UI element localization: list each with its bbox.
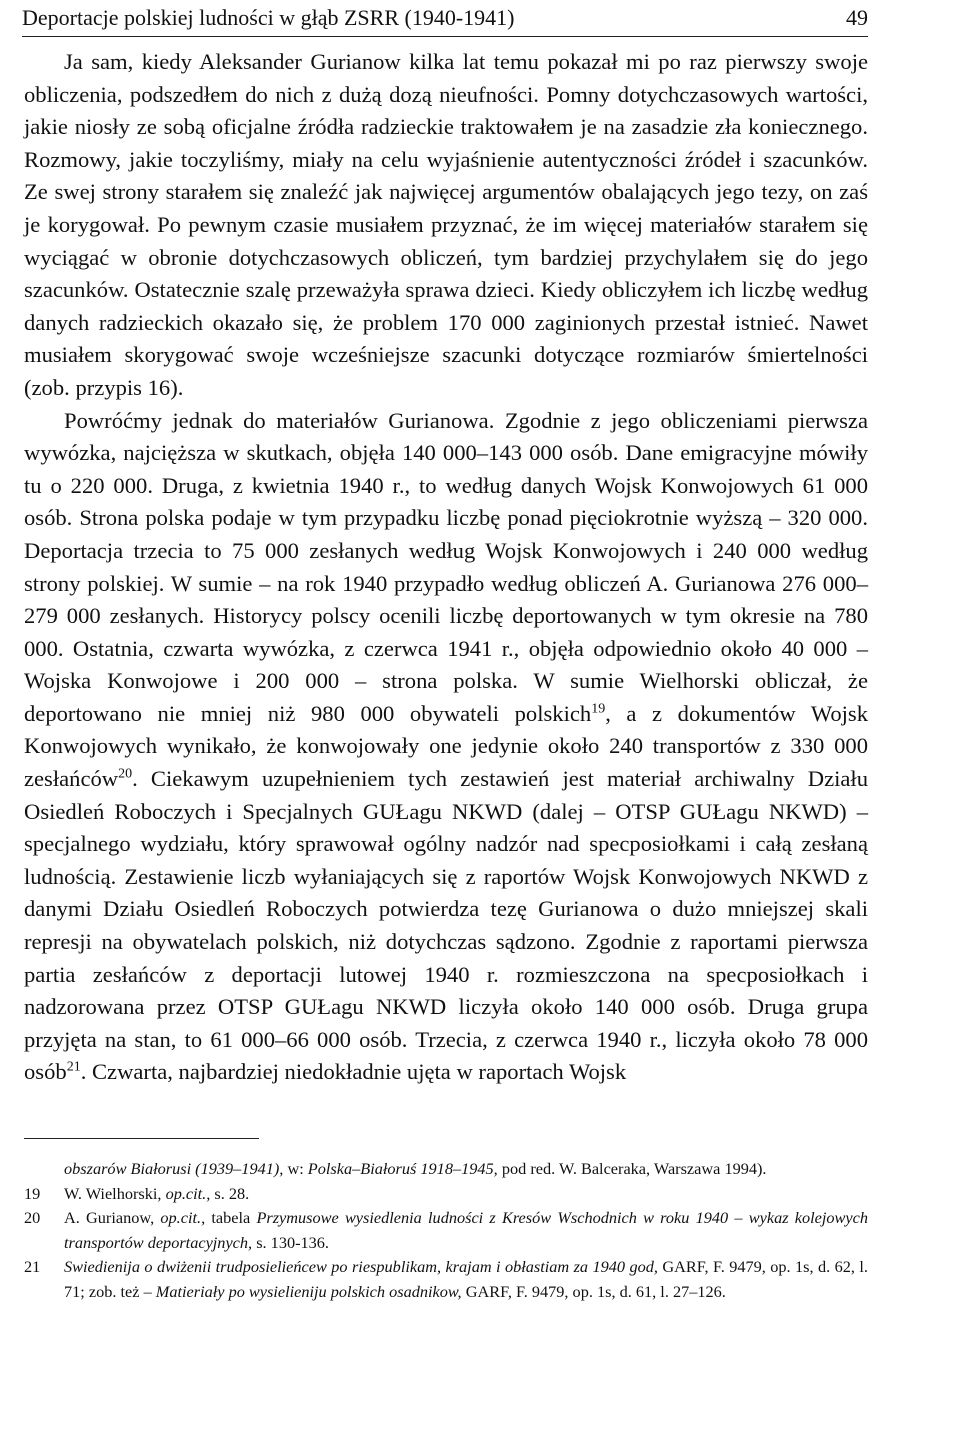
paragraph-text: , a z dokumentów Wojsk Konwojowych wynikało, że konwojowały one jedynie około 240 transportów z 330 000 zesłańców — [24, 700, 869, 792]
footnote-text: Polska–Białoruś 1918–1945, — [307, 1159, 498, 1178]
page-number: 49 — [846, 5, 868, 30]
footnote-20 — [24, 1206, 868, 1255]
footnote-text: Swiedienija o dwiżenii trudposielieńcew po riespublikam, krajam i obłastiam za 1940 god, — [64, 1257, 658, 1277]
footnote-text: w: — [283, 1159, 308, 1178]
running-header — [22, 0, 868, 37]
footnote-text: Przymusowe wysiedlenia ludności z Kresów Wschodnich w roku 1940 – wykaz kolejowych transportów deportacyjnych, — [64, 1208, 868, 1252]
footnote-ref-19[interactable]: 19 — [591, 701, 606, 717]
footnote-ref-21[interactable]: 21 — [66, 1059, 81, 1075]
footnote-text: op.cit., — [160, 1208, 206, 1228]
paragraph-text: Powróćmy jednak do materiałów Gurianowa. Zgodnie z jego obliczeniami pierwsza wywózka, najcięższa w skutkach, objęła 140 000–143 000 osób. Dane emigracyjne mówiły tu o 220 000. Druga, z kwietnia 1940 r., to według danych Wojsk Konwojowych 61 000 osób. Strona polska podaje w tym przypadku liczbę ponad pięciokrotnie wyższą – 320 000. Deportacja trzecia to 75 000 zesłanych według Wojsk Konwojowych i 240 000 według strony polskiej. W sumie – na rok 1940 przypadło według obliczeń A. Gurianowa 276 000–279 000 zesłanych. Historycy polscy ocenili liczbę deportowanych w tym okresie na 780 000. Ostatnia, czwarta wywózka, z czerwca 1941 r., objęła odpowiednio około 40 000 – Wojska Konwojowe i 200 000 – strona polska. W sumie Wielhorski obliczał, że deportowano nie mniej niż 980 000 obywateli polskich — [24, 407, 868, 726]
footnote-text: op.cit., — [165, 1183, 211, 1203]
footnote-number: 19 — [24, 1183, 41, 1203]
footnotes — [24, 1157, 868, 1305]
footnote-text: s. 28. — [210, 1183, 250, 1203]
footnote-text: GARF, F. 9479, op. 1s, d. 62, l. 71; zob. też – — [64, 1257, 868, 1301]
footnote-text: obszarów Białorusi (1939–1941), — [64, 1159, 284, 1178]
paragraph — [24, 405, 868, 1089]
footnote-text: GARF, F. 9479, op. 1s, d. 61, l. 27–126. — [461, 1281, 726, 1301]
paragraph-text: Ja sam, kiedy Aleksander Gurianow kilka lat temu pokazał mi po raz pierwszy swoje obliczenia, podszedłem do nich z dużą dozą nieufności. Pomny dotychczasowych wartości, jakie niosły ze sobą oficjalne źródła radzieckie traktowałem je na zasadzie zła koniecznego. Rozmowy, jakie toczyliśmy, miały na celu wyjaśnienie autentyczności źródeł i szacunków. Ze swej strony starałem się znaleźć jak najwięcej argumentów obalających jego tezy, on zaś je korygował. Po pewnym czasie musiałem przyznać, że im więcej materiałów starałem się wyciągać w obronie dotychczasowych obliczeń, tym bardziej przychylałem się do jego szacunków. Ostatecznie szalę przeważyła sprawa dzieci. Kiedy obliczyłem ich liczbę według danych radzieckich okazało się, że problem 170 000 zaginionych przestał istnieć. Nawet musiałem skorygować swoje wcześniejsze szacunki dotyczące rozmiarów śmiertelności (zob. przypis 16). — [24, 49, 868, 400]
footnote-text: W. Wielhorski, — [64, 1183, 166, 1203]
paragraph — [24, 46, 868, 405]
footnote-19 — [24, 1182, 868, 1207]
footnote-ref-20[interactable]: 20 — [118, 766, 133, 782]
footnote-divider — [24, 1138, 259, 1139]
paragraph-text: . Czwarta, najbardziej niedokładnie ujęta w raportach Wojsk — [80, 1059, 627, 1085]
footnote-text: s. 130-136. — [252, 1232, 330, 1252]
main-text — [24, 46, 868, 1089]
footnote-continuation — [24, 1157, 868, 1182]
footnote-text: A. Gurianow, — [64, 1208, 161, 1228]
footnote-21 — [24, 1255, 868, 1304]
paragraph-text: . Ciekawym uzupełnieniem tych zestawień jest materiał archiwalny Działu Osiedleń Roboczych i Specjalnych GUŁagu NKWD (dalej – OTSP GUŁagu NKWD) – specjalnego wydziału, który sprawował ogólny nadzór nad specposiołkami i całą zesłaną ludnością. Zestawienie liczb wyłaniających się z raportów Wojsk Konwojowych NKWD z danymi Działu Osiedleń Roboczych potwierdza tezę Gurianowa o dużo mniejszej skali represji na obywatelach polskich, niż dotychczas sądzono. Zgodnie z raportami pierwsza partia zesłańców z deportacji lutowej 1940 r. rozmieszczona na specposiołkach i nadzorowana przez OTSP GUŁagu NKWD liczyła około 140 000 osób. Druga grupa przyjęta na stan, to 61 000–66 000 osób. Trzecia, z czerwca 1940 r., liczyła około 78 000 osób — [24, 766, 868, 1085]
footnote-text: tabela — [205, 1208, 257, 1228]
footnote-text: pod red. W. Balceraka, Warszawa 1994). — [497, 1159, 767, 1178]
footnote-text: Matieriały po wysielieniju polskich osadnikow, — [155, 1281, 462, 1301]
footnote-number: 20 — [24, 1208, 41, 1228]
running-title: Deportacje polskiej ludności w głąb ZSRR (1940-1941) — [22, 5, 515, 30]
footnote-number: 21 — [24, 1257, 41, 1277]
